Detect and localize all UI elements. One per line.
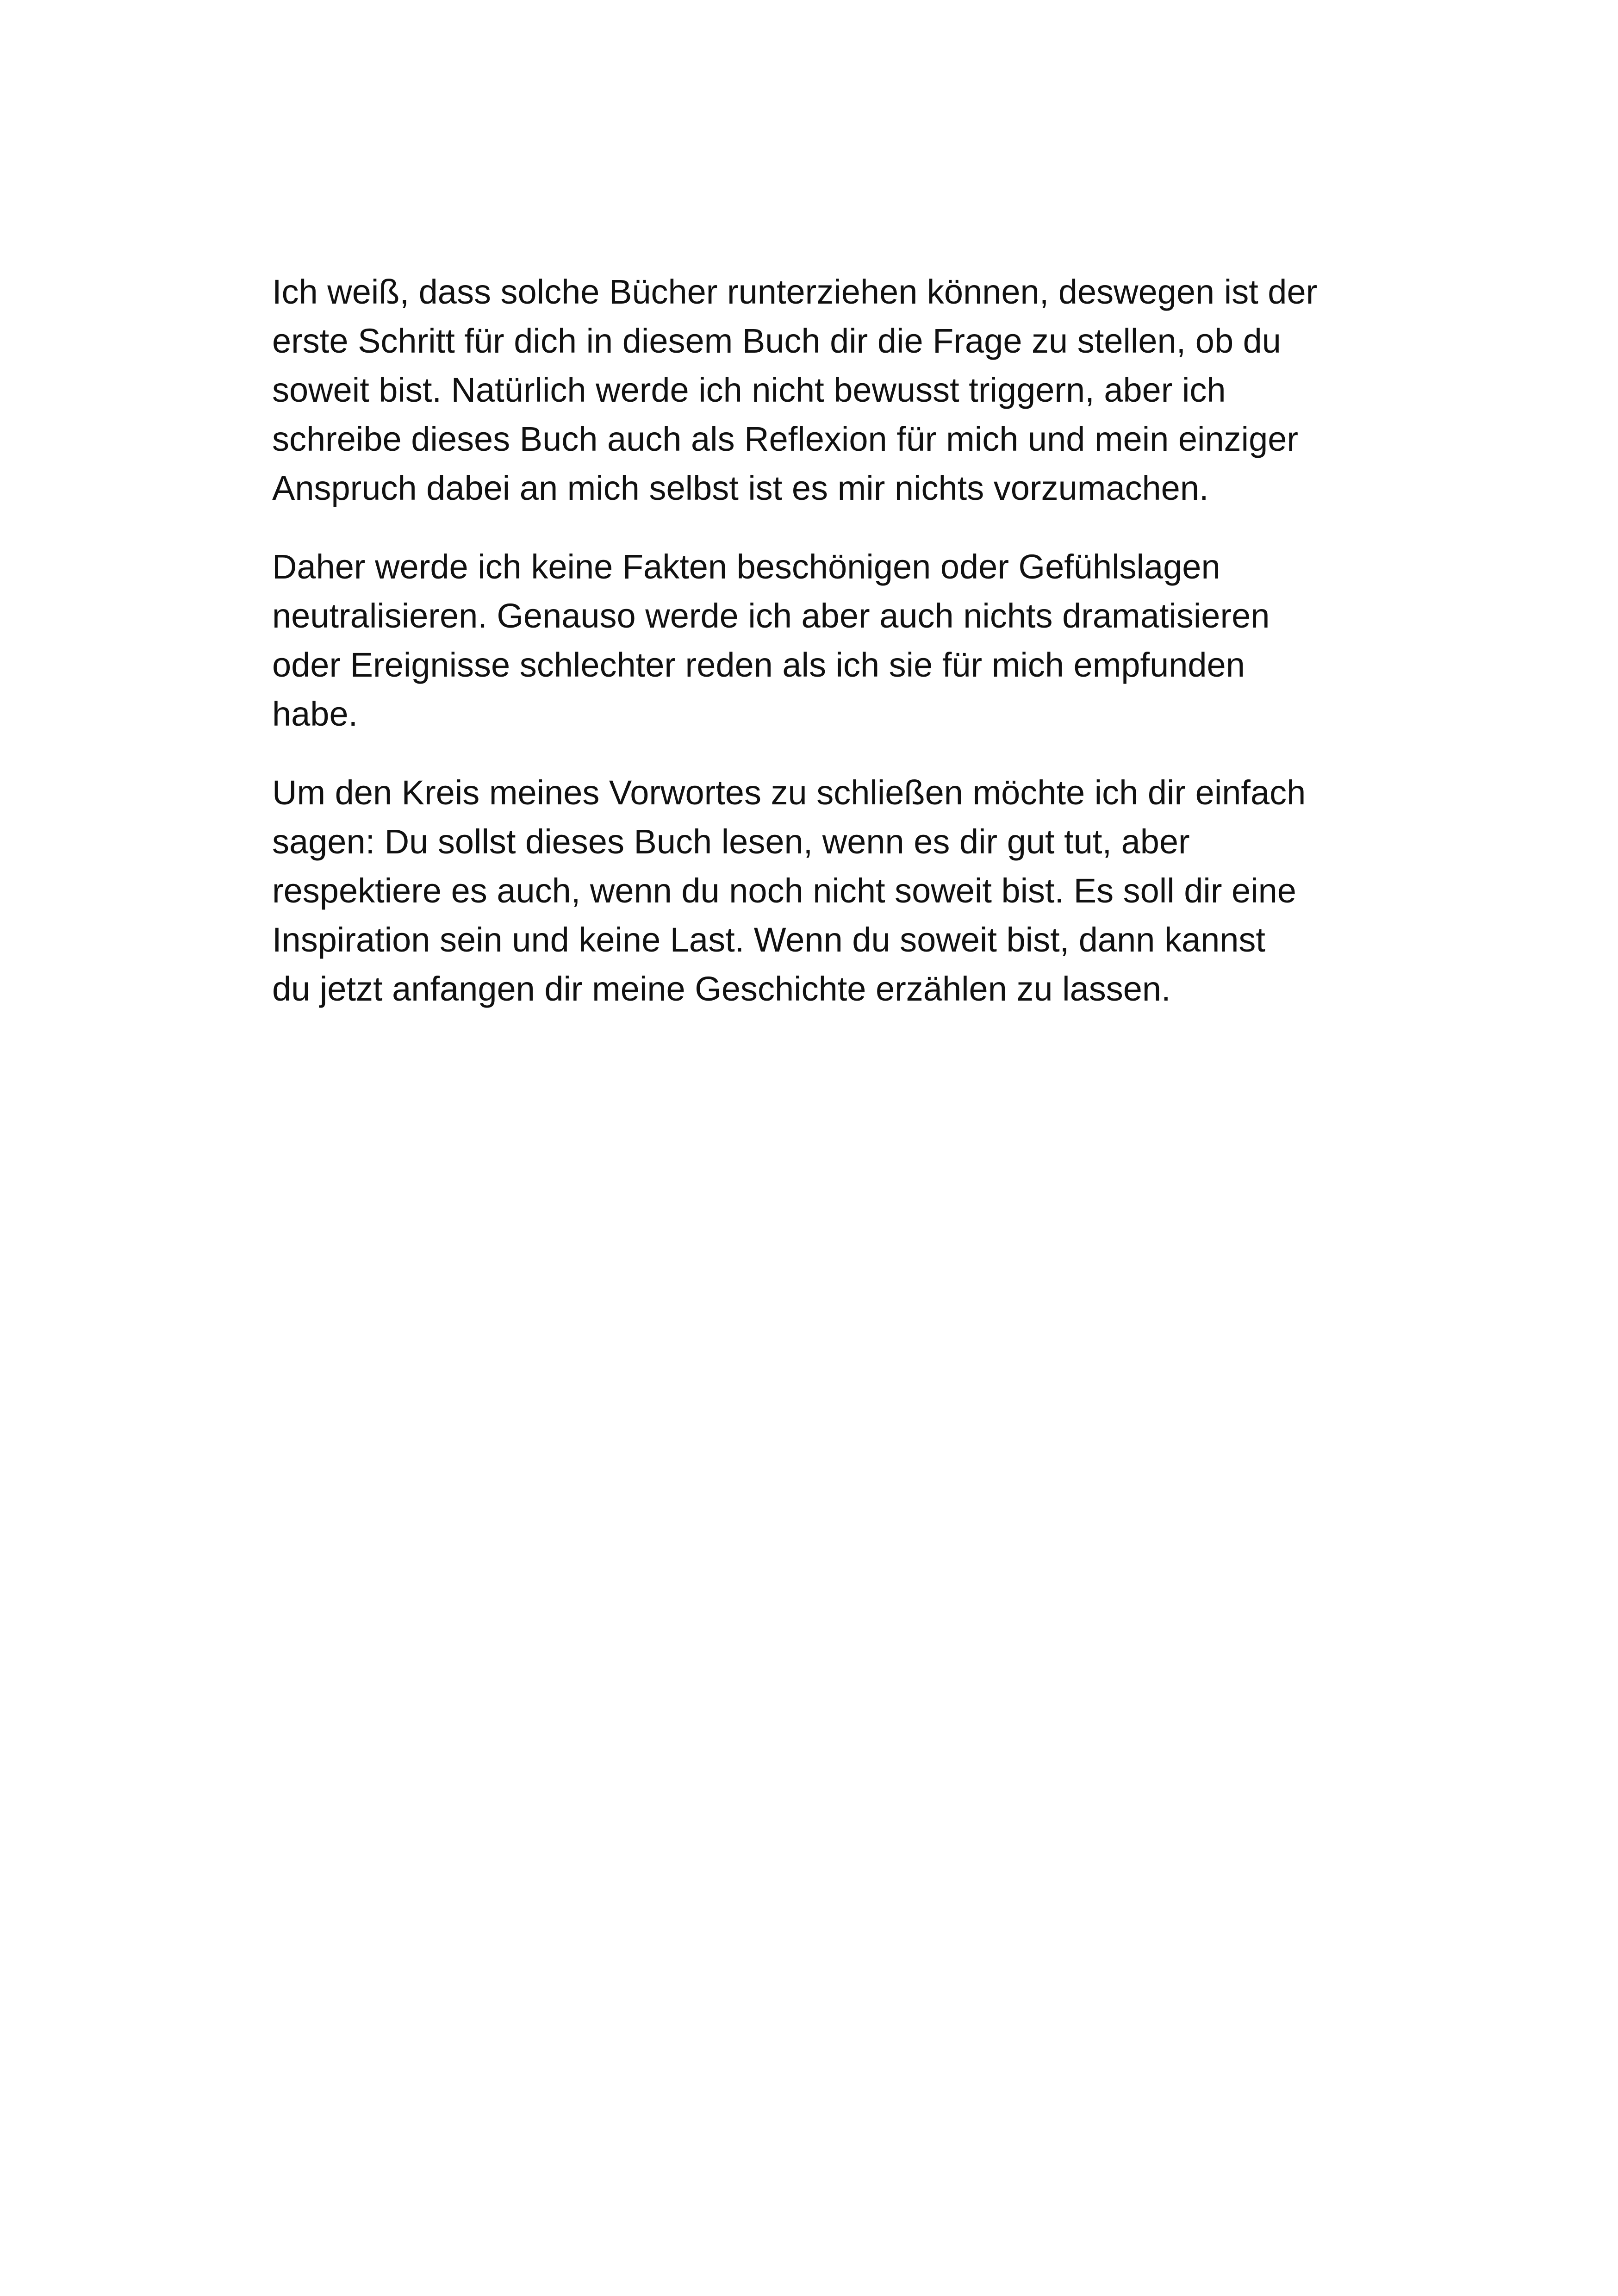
text-line: Anspruch dabei an mich selbst ist es mir nichts vorzumachen. bbox=[272, 469, 1209, 507]
text-line: neutralisieren. Genauso werde ich aber auch nichts dramatisieren bbox=[272, 597, 1270, 635]
text-line: Ich weiß, dass solche Bücher runterziehen können, deswegen ist der bbox=[272, 273, 1318, 311]
text-line: Inspiration sein und keine Last. Wenn du soweit bist, dann kannst bbox=[272, 921, 1265, 959]
text-line: sagen: Du sollst dieses Buch lesen, wenn es dir gut tut, aber bbox=[272, 822, 1190, 861]
body-text bbox=[272, 268, 1374, 1043]
paragraph-3 bbox=[272, 768, 1374, 1014]
text-line: erste Schritt für dich in diesem Buch dir die Frage zu stellen, ob du bbox=[272, 322, 1281, 360]
text-line: du jetzt anfangen dir meine Geschichte erzählen zu lassen. bbox=[272, 970, 1171, 1008]
text-line: schreibe dieses Buch auch als Reflexion für mich und mein einziger bbox=[272, 420, 1299, 458]
text-line: Um den Kreis meines Vorwortes zu schließen möchte ich dir einfach bbox=[272, 773, 1306, 812]
paragraph-2 bbox=[272, 542, 1374, 739]
text-line: respektiere es auch, wenn du noch nicht soweit bist. Es soll dir eine bbox=[272, 871, 1296, 910]
text-line: soweit bist. Natürlich werde ich nicht bewusst triggern, aber ich bbox=[272, 371, 1226, 409]
paragraph-1 bbox=[272, 268, 1374, 513]
text-line: habe. bbox=[272, 695, 358, 733]
text-line: oder Ereignisse schlechter reden als ich sie für mich empfunden bbox=[272, 646, 1245, 684]
text-line: Daher werde ich keine Fakten beschönigen oder Gefühlslagen bbox=[272, 548, 1220, 586]
